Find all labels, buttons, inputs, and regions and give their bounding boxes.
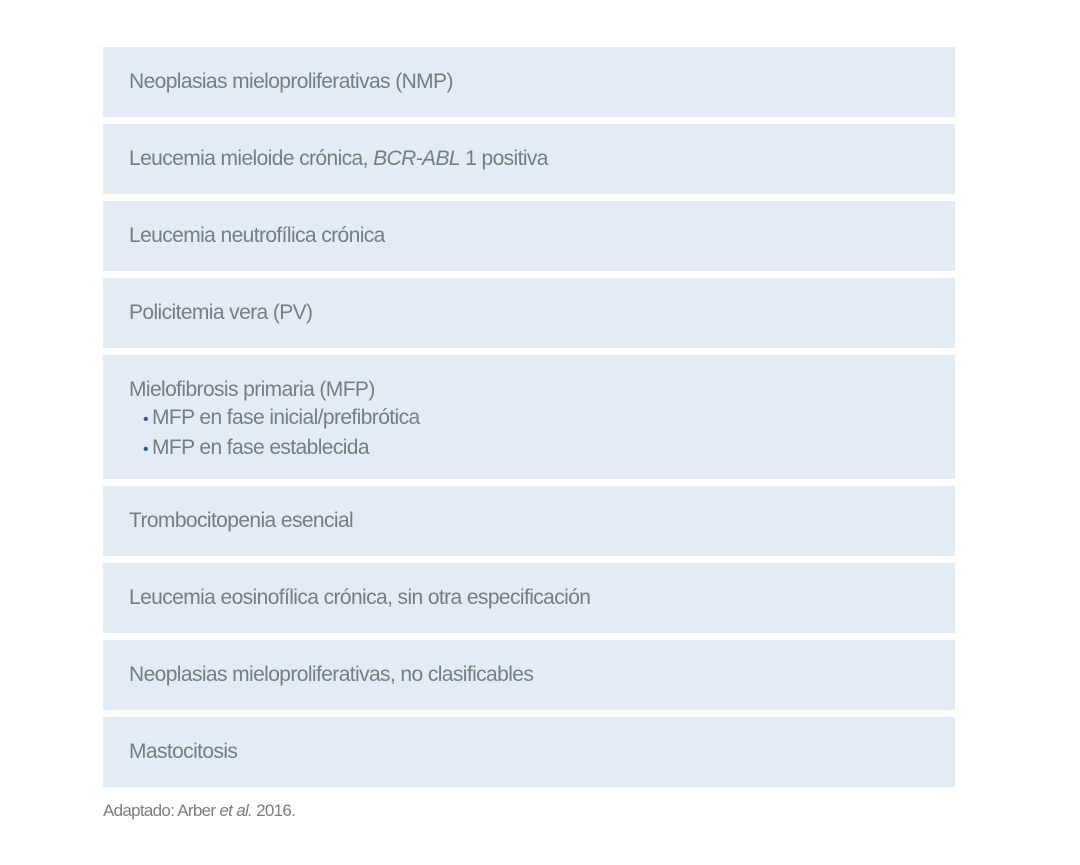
row-label: Policitemia vera (PV) <box>129 301 313 324</box>
table-row <box>103 563 955 633</box>
bullet-icon: • <box>143 411 149 428</box>
row-label-gene: BCR-ABL <box>373 147 460 170</box>
footnote-italic: et al. <box>219 801 253 820</box>
classification-table <box>103 47 955 794</box>
row-label: Leucemia eosinofílica crónica, sin otra especificación <box>129 586 591 609</box>
row-label <box>129 145 929 173</box>
row-label: Trombocitopenia esencial <box>129 509 354 532</box>
row-label: Neoplasias mieloproliferativas (NMP) <box>129 70 453 93</box>
row-label: Mielofibrosis primaria (MFP) <box>129 378 375 401</box>
source-footnote <box>103 801 295 821</box>
row-label: Neoplasias mieloproliferativas, no clasificables <box>129 663 534 686</box>
table-row <box>103 47 955 117</box>
sub-item <box>143 404 929 434</box>
table-row <box>103 355 955 479</box>
bullet-icon: • <box>143 441 149 458</box>
sub-item-label: MFP en fase inicial/prefibrótica <box>152 406 420 429</box>
table-row <box>103 717 955 787</box>
row-label-suffix: 1 positiva <box>459 147 548 170</box>
table-row <box>103 486 955 556</box>
table-row <box>103 201 955 271</box>
table-row <box>103 640 955 710</box>
sub-item-list <box>129 404 929 464</box>
footnote-prefix: Adaptado: Arber <box>103 801 220 820</box>
table-row <box>103 278 955 348</box>
row-label-prefix: Leucemia mieloide crónica, <box>129 147 374 170</box>
footnote-suffix: 2016. <box>252 801 296 820</box>
row-label: Leucemia neutrofílica crónica <box>129 224 385 247</box>
table-row <box>103 124 955 194</box>
row-label: Mastocitosis <box>129 740 238 763</box>
sub-item-label: MFP en fase establecida <box>152 436 369 459</box>
sub-item <box>143 434 929 464</box>
